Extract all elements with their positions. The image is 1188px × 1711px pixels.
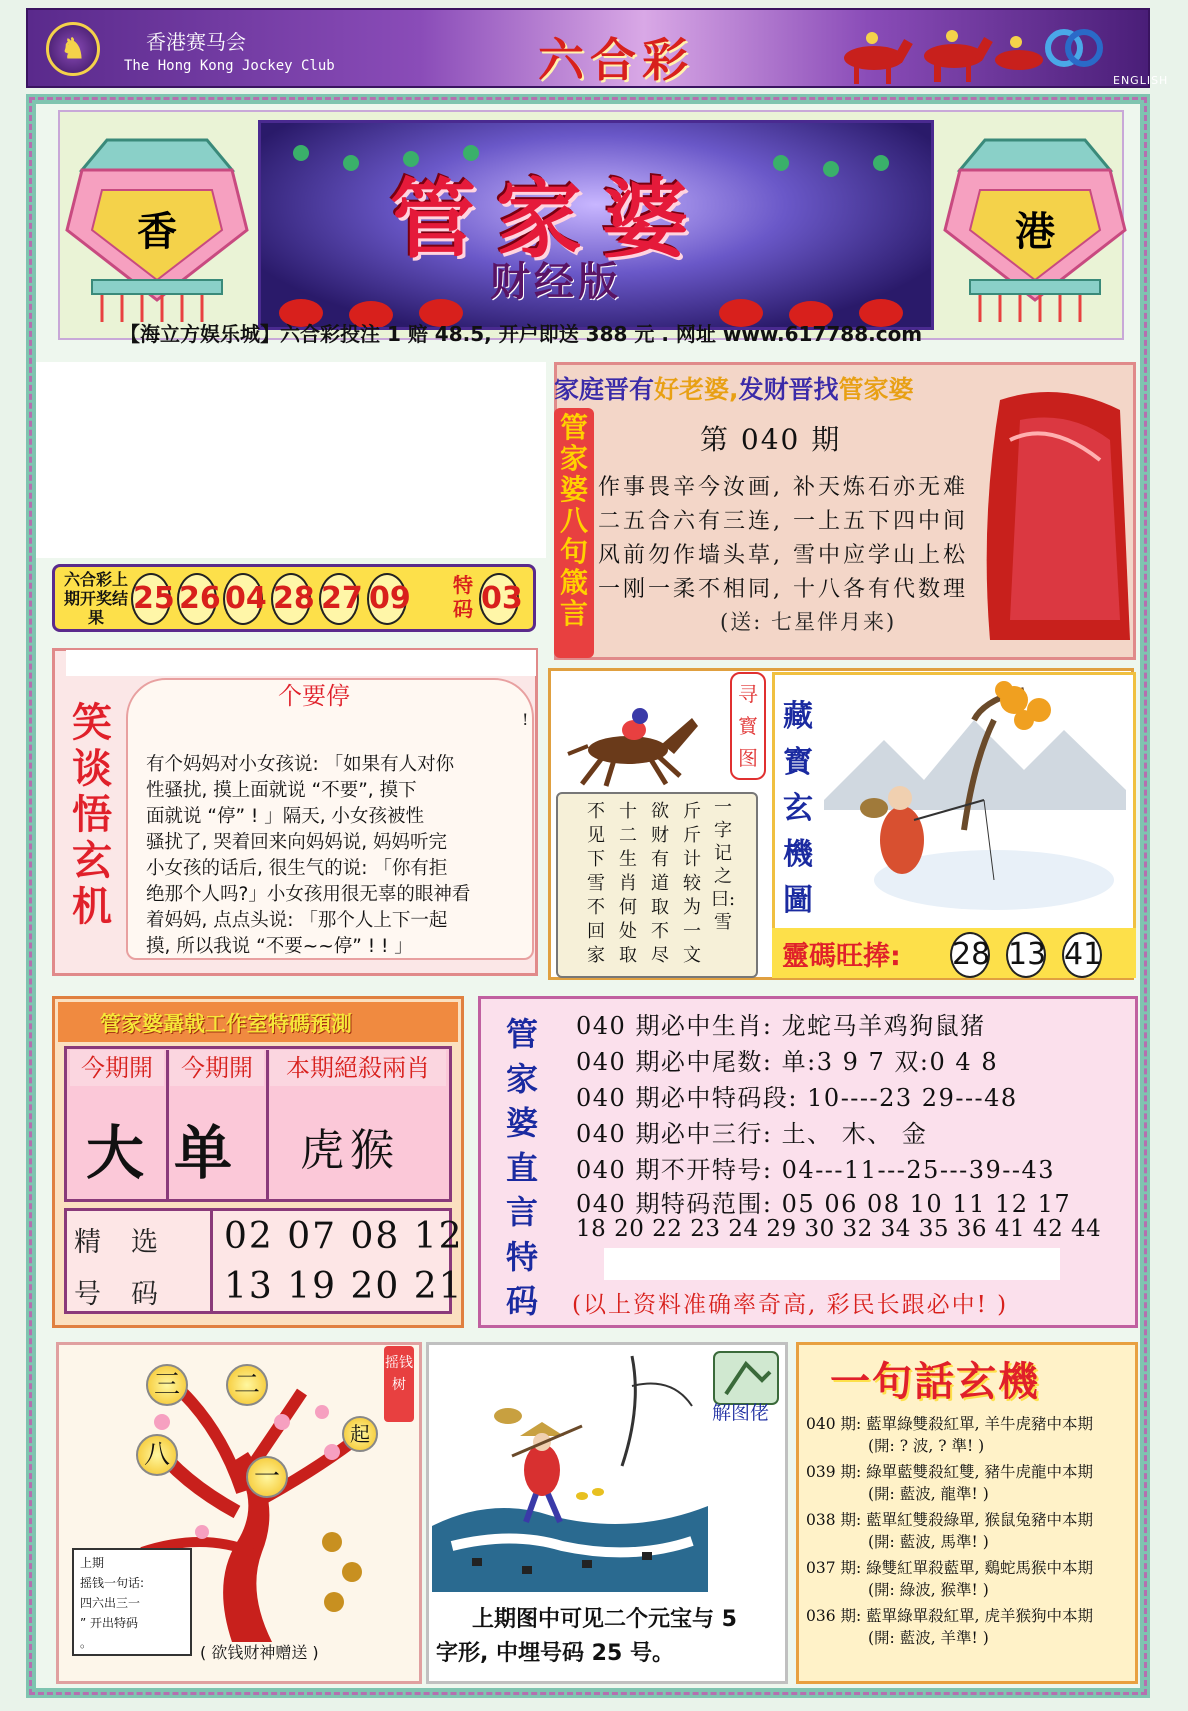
blank-area bbox=[36, 362, 546, 558]
mystic-map-label: 藏寳玄機圖 bbox=[783, 699, 813, 918]
lantern-right-text: 港 bbox=[1015, 209, 1055, 255]
lantern-left-icon bbox=[62, 130, 252, 325]
big-odd-prediction bbox=[86, 1106, 262, 1190]
straight-talk-footer: (以上资料准确率奇高, 彩民长跟必中! ) bbox=[572, 1292, 1009, 1318]
prediction-head-3: 本期絕殺兩肖 bbox=[270, 1050, 446, 1086]
straight-talk-line: 040 期必中尾数: 单:3 9 7 双:0 4 8 bbox=[576, 1048, 999, 1076]
club-name-cn: 香港赛马会 bbox=[146, 30, 246, 54]
hkjc-logo-icon[interactable]: ♞ bbox=[46, 22, 100, 76]
fisherman-illustration bbox=[824, 680, 1126, 922]
prediction-title: 管家婆聶戟工作室特碼預測 bbox=[100, 1012, 352, 1036]
tree-note-line: 。 bbox=[80, 1636, 93, 1650]
poem-line: 二五合六有三连, 一上五下四中间 bbox=[598, 509, 968, 534]
lucky-ball: 28 bbox=[950, 932, 990, 978]
puzzle-answer-line: 上期图中可见二个元宝与 5 bbox=[472, 1607, 737, 1632]
result-ball: 09 bbox=[367, 573, 407, 625]
selected-numbers-row: 02 07 08 12 bbox=[224, 1216, 464, 1257]
slogan-part-3: 发财晋找 bbox=[738, 375, 839, 404]
one-sentence-entry: 038 期: 藍單紅雙殺綠單, 猴鼠兔豬中本期 bbox=[806, 1511, 1094, 1529]
club-name-en: The Hong Kong Jockey Club bbox=[124, 58, 335, 74]
one-word-hint: 一字记之曰: 雪 bbox=[710, 797, 736, 933]
tree-note-line: 摇钱一句话: bbox=[80, 1576, 145, 1590]
joke-line: 小女孩的话后, 很生气的说: 「你有拒 bbox=[146, 858, 448, 879]
poem-issue-number: 第 040 期 bbox=[700, 423, 842, 456]
tree-note-line: 上期 bbox=[80, 1556, 105, 1570]
prediction-head-2: 今期開 bbox=[170, 1050, 264, 1086]
joke-line: 面就说 “停” ! 」隔天, 小女孩被性 bbox=[146, 806, 424, 827]
tree-ball: 八 bbox=[136, 1434, 178, 1476]
joke-line: 骚扰了, 哭着回来向妈妈说, 妈妈听完 bbox=[146, 832, 448, 853]
one-sentence-entry: 040 期: 藍單綠雙殺紅單, 羊牛虎豬中本期 bbox=[806, 1415, 1094, 1433]
result-ball: 26 bbox=[177, 573, 217, 625]
lucky-number-label: 靈碼旺捧: bbox=[782, 941, 901, 972]
special-number-label: 特码 bbox=[453, 573, 473, 621]
horse-rider-icon bbox=[562, 696, 702, 788]
slogan-part-1: 家庭晋有 bbox=[554, 375, 655, 404]
lucky-ball: 13 bbox=[1006, 932, 1046, 978]
lantern-left-text: 香 bbox=[137, 209, 177, 255]
money-tree-label: 摇钱树 bbox=[384, 1346, 414, 1422]
one-sentence-result: (開: ? 波, ? 準! ) bbox=[868, 1437, 985, 1455]
racing-horses-icon bbox=[824, 18, 1054, 86]
red-fabric-image bbox=[980, 380, 1130, 640]
lucky-ball: 41 bbox=[1062, 932, 1102, 978]
tree-ball: 三 bbox=[146, 1364, 188, 1406]
result-ball: 04 bbox=[223, 573, 263, 625]
result-ball: 25 bbox=[131, 573, 171, 625]
banner-subtitle: 财经版 bbox=[490, 259, 622, 305]
poem-line: 一刚一柔不相同, 十八各有代数理 bbox=[598, 577, 968, 602]
straight-talk-line: 040 期特码范围: 05 06 08 10 11 12 17 bbox=[576, 1190, 1072, 1218]
big-text: 大 bbox=[86, 1119, 175, 1187]
joke-line: 着妈妈, 点点头说: 「那个人上下一起 bbox=[146, 910, 448, 931]
poem-line: 作事畏辛今汝画, 补天炼石亦无难 bbox=[598, 475, 968, 500]
puzzle-answer-line: 字形, 中埋号码 25 号。 bbox=[436, 1641, 674, 1666]
poem-gift: (送: 七星伴月来) bbox=[720, 610, 897, 634]
table-divider bbox=[210, 1210, 213, 1312]
one-sentence-result: (開: 藍波, 羊準! ) bbox=[868, 1629, 989, 1647]
special-number-ball: 03 bbox=[479, 573, 519, 625]
selected-label-2: 号码 bbox=[74, 1279, 188, 1310]
straight-talk-line: 040 期不开特号: 04---11---25---39--43 bbox=[576, 1156, 1056, 1184]
last-results-label: 六合彩上期开奖结果 bbox=[63, 570, 128, 627]
poem-slogan bbox=[554, 370, 914, 406]
straight-talk-line: 040 期必中特码段: 10----23 29---48 bbox=[576, 1084, 1018, 1112]
last-results-bar bbox=[52, 564, 536, 632]
joke-exclamation: ! bbox=[522, 710, 529, 729]
lantern-right-icon bbox=[940, 130, 1130, 325]
odd-text: 单 bbox=[174, 1119, 263, 1187]
banner-title: 管家婆 bbox=[390, 170, 708, 270]
poem-vertical-title: 管家婆八句箴言 bbox=[554, 408, 594, 658]
joke-line: 性骚扰, 摸上面就说 “不要”, 摸下 bbox=[146, 780, 417, 801]
straight-talk-line: 18 20 22 23 24 29 30 32 34 35 36 41 42 44 bbox=[576, 1216, 1102, 1242]
puzzle-helper-label: 解图佬 bbox=[712, 1402, 770, 1424]
scroll-column: 斤斤计较为一文 bbox=[683, 801, 701, 966]
result-ball: 28 bbox=[271, 573, 311, 625]
straight-talk-blank-strip bbox=[604, 1248, 1060, 1280]
slogan-part-2: 好老婆, bbox=[654, 375, 739, 404]
joke-line: 摸, 所以我说 “不要~~停” ! ! 」 bbox=[146, 936, 413, 957]
table-divider bbox=[266, 1050, 269, 1200]
one-sentence-result: (開: 藍波, 馬準! ) bbox=[868, 1533, 989, 1551]
straight-talk-vertical-title: 管家婆直言特码 bbox=[505, 1015, 538, 1320]
tree-ball: 一 bbox=[246, 1456, 288, 1498]
tree-note-line: ” 开出特码 bbox=[80, 1616, 139, 1630]
straight-talk-line: 040 期必中生肖: 龙蛇马羊鸡狗鼠猪 bbox=[576, 1012, 986, 1040]
ad-banner-text[interactable]: 【海立方娱乐城】六合彩投注 1 赔 48.5, 开户即送 388 元 . 网址 www.617788.com bbox=[120, 322, 923, 346]
straight-talk-line: 040 期必中三行: 土、 木、 金 bbox=[576, 1120, 928, 1148]
joke-title: 个要停 bbox=[278, 682, 350, 710]
selected-numbers-row: 13 19 20 21 bbox=[224, 1266, 464, 1307]
kill-two-zodiac: 虎猴 bbox=[300, 1125, 400, 1176]
poem-line: 风前勿作墙头草, 雪中应学山上松 bbox=[598, 543, 968, 568]
hkjc-rings-icon bbox=[1038, 26, 1110, 70]
farmer-illustration bbox=[432, 1346, 708, 1592]
joke-vertical-title: 笑谈悟玄机 bbox=[72, 700, 112, 930]
result-ball: 27 bbox=[319, 573, 359, 625]
joke-line: 绝那个人吗?」小女孩用很无辜的眼神看 bbox=[146, 884, 471, 905]
selected-label-1: 精选 bbox=[74, 1227, 188, 1258]
prediction-head-1: 今期開 bbox=[70, 1050, 164, 1086]
one-sentence-result: (開: 綠波, 猴準! ) bbox=[868, 1581, 989, 1599]
one-sentence-title: 一句話玄機 bbox=[830, 1359, 1040, 1405]
one-sentence-entry: 036 期: 藍單綠單殺紅單, 虎羊猴狗中本期 bbox=[806, 1607, 1094, 1625]
one-sentence-entry: 037 期: 綠雙紅單殺藍單, 鷄蛇馬猴中本期 bbox=[806, 1559, 1094, 1577]
joke-blank-strip bbox=[66, 650, 536, 676]
joke-line: 有个妈妈对小女孩说: 「如果有人对你 bbox=[146, 754, 455, 775]
tree-note-line: 四六出三一 bbox=[80, 1596, 141, 1610]
one-sentence-result: (開: 藍波, 龍準! ) bbox=[868, 1485, 989, 1503]
scroll-column: 欲财有道取不尽 bbox=[651, 801, 669, 966]
tree-side-ball: 起 bbox=[342, 1416, 378, 1452]
one-sentence-entry: 039 期: 綠單藍雙殺紅雙, 豬牛虎龍中本期 bbox=[806, 1463, 1094, 1481]
slogan-part-4: 管家婆 bbox=[838, 375, 914, 404]
scroll-column: 十二生肖何处取 bbox=[619, 801, 637, 966]
top-header bbox=[26, 8, 1169, 88]
treasure-map-label: 寻寳图 bbox=[730, 672, 766, 780]
lottery-title: 六合彩 bbox=[538, 33, 694, 87]
scroll-column: 不见下雪不回家 bbox=[587, 801, 605, 966]
english-link[interactable]: ENGLISH bbox=[1113, 74, 1169, 87]
tree-ball: 二 bbox=[226, 1364, 268, 1406]
tree-caption: ( 欲钱财神赠送 ) bbox=[200, 1643, 319, 1662]
